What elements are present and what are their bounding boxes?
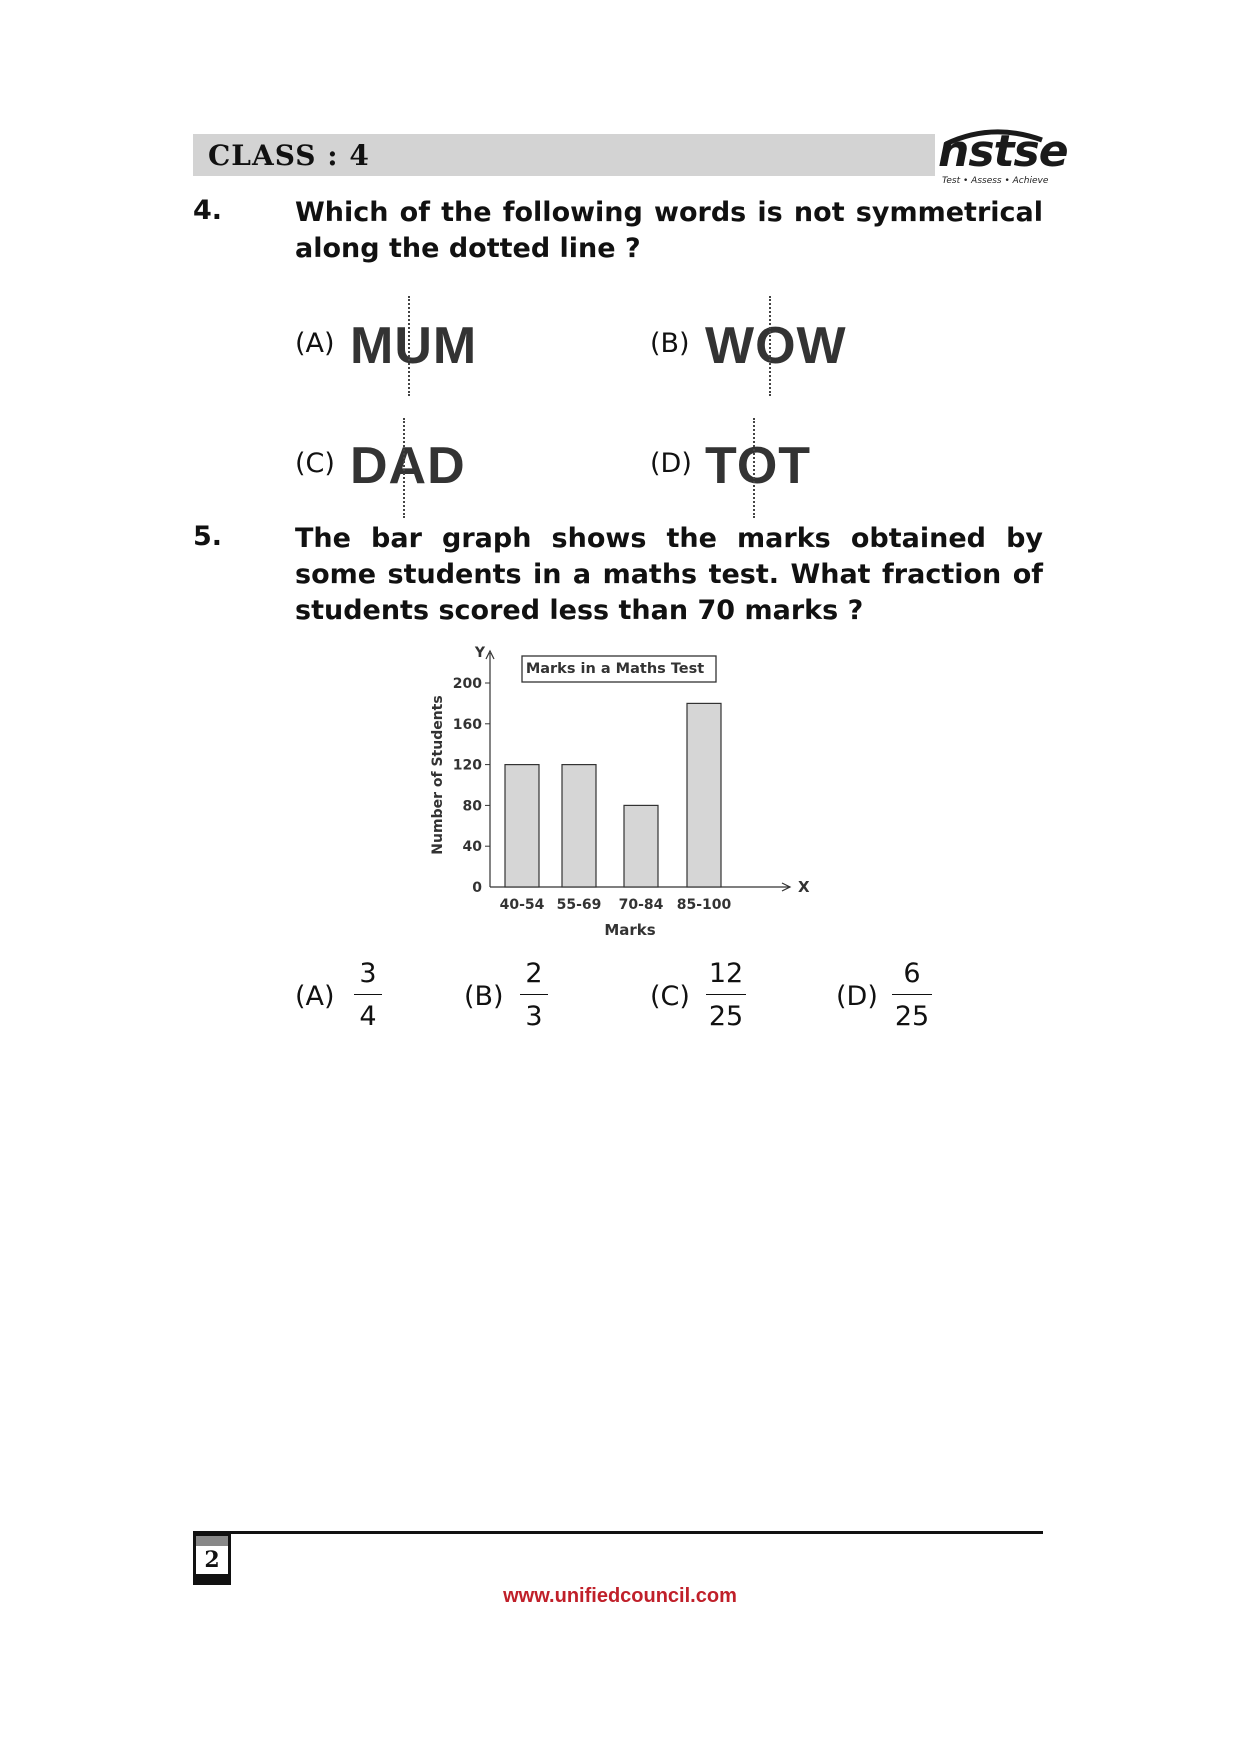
x-axis-label: Marks: [604, 921, 656, 939]
fraction-bar: [520, 994, 548, 995]
y-tick-label: 200: [452, 676, 482, 692]
y-tick-label: 40: [462, 839, 482, 856]
fraction: [892, 958, 932, 1033]
option-label: (A): [295, 328, 335, 359]
class-label: CLASS : 4: [208, 139, 370, 172]
logo-text: nstse: [938, 126, 1068, 177]
option-label: (D): [650, 448, 692, 479]
option-word: TOT: [705, 437, 812, 495]
y-tick-label: 120: [452, 757, 482, 774]
option-word: DAD: [350, 437, 466, 495]
nstse-logo: [938, 126, 1068, 188]
option-word: MUM: [350, 317, 478, 375]
page-number-box: [193, 1533, 231, 1585]
option-label: (D): [836, 981, 878, 1012]
y-axis-letter: Y: [474, 645, 486, 661]
symmetry-dotted-line: [769, 296, 771, 396]
symmetry-dotted-line: [408, 296, 410, 396]
page-box-top-band: [196, 1536, 228, 1546]
bar-85-100: [687, 703, 721, 887]
y-tick-label: 80: [462, 798, 482, 815]
page-box-bottom-band: [196, 1574, 228, 1582]
x-tick-label: 70-84: [618, 897, 664, 913]
option-label: (B): [464, 981, 504, 1012]
option-label: (A): [295, 981, 335, 1012]
footer-url-link[interactable]: www.unifiedcouncil.com: [503, 1585, 737, 1607]
page-number: 2: [204, 1547, 220, 1573]
x-tick-label: 55-69: [556, 897, 602, 913]
x-axis-letter: X: [798, 878, 810, 896]
question-5-text: The bar graph shows the marks obtained by some students in a maths test. What fraction of students scored less than 70 marks ?: [295, 523, 1043, 626]
x-tick-label: 40-54: [499, 897, 545, 913]
bar-40-54: [505, 765, 539, 887]
bar-55-69: [562, 765, 596, 887]
option-label: (C): [295, 448, 335, 479]
logo-tagline: Test • Assess • Achieve: [942, 176, 1049, 186]
fraction-bar: [892, 994, 932, 995]
chart-title: Marks in a Maths Test: [525, 661, 705, 677]
fraction: [706, 958, 746, 1033]
bar-70-84: [624, 805, 658, 887]
fraction-bar: [354, 994, 382, 995]
footer-rule: [193, 1531, 1043, 1534]
fraction: [520, 958, 548, 1033]
question-4-text: Which of the following words is not symmetrical along the dotted line ?: [295, 197, 1043, 264]
fraction-denominator: 3: [525, 1001, 543, 1032]
fraction-numerator: 2: [525, 958, 543, 989]
x-tick-label: 85-100: [676, 897, 732, 913]
option-label: (B): [650, 328, 690, 359]
symmetry-dotted-line: [403, 418, 405, 518]
option-label: (C): [650, 981, 690, 1012]
option-word: WOW: [705, 317, 847, 375]
marks-bar-chart: [420, 645, 820, 945]
fraction-bar: [706, 994, 746, 995]
fraction-denominator: 4: [359, 1001, 377, 1032]
fraction-numerator: 6: [903, 958, 921, 989]
fraction-numerator: 12: [708, 958, 744, 989]
fraction-numerator: 3: [359, 958, 377, 989]
question-5-number: 5.: [193, 521, 223, 552]
y-axis-label: Number of Students: [430, 695, 446, 855]
y-tick-label: 0: [472, 880, 482, 896]
symmetry-dotted-line: [753, 418, 755, 518]
fraction-denominator: 25: [894, 1001, 930, 1032]
question-4-number: 4.: [193, 195, 223, 226]
fraction: [354, 958, 382, 1033]
y-tick-label: 160: [452, 716, 482, 733]
fraction-denominator: 25: [708, 1001, 744, 1032]
